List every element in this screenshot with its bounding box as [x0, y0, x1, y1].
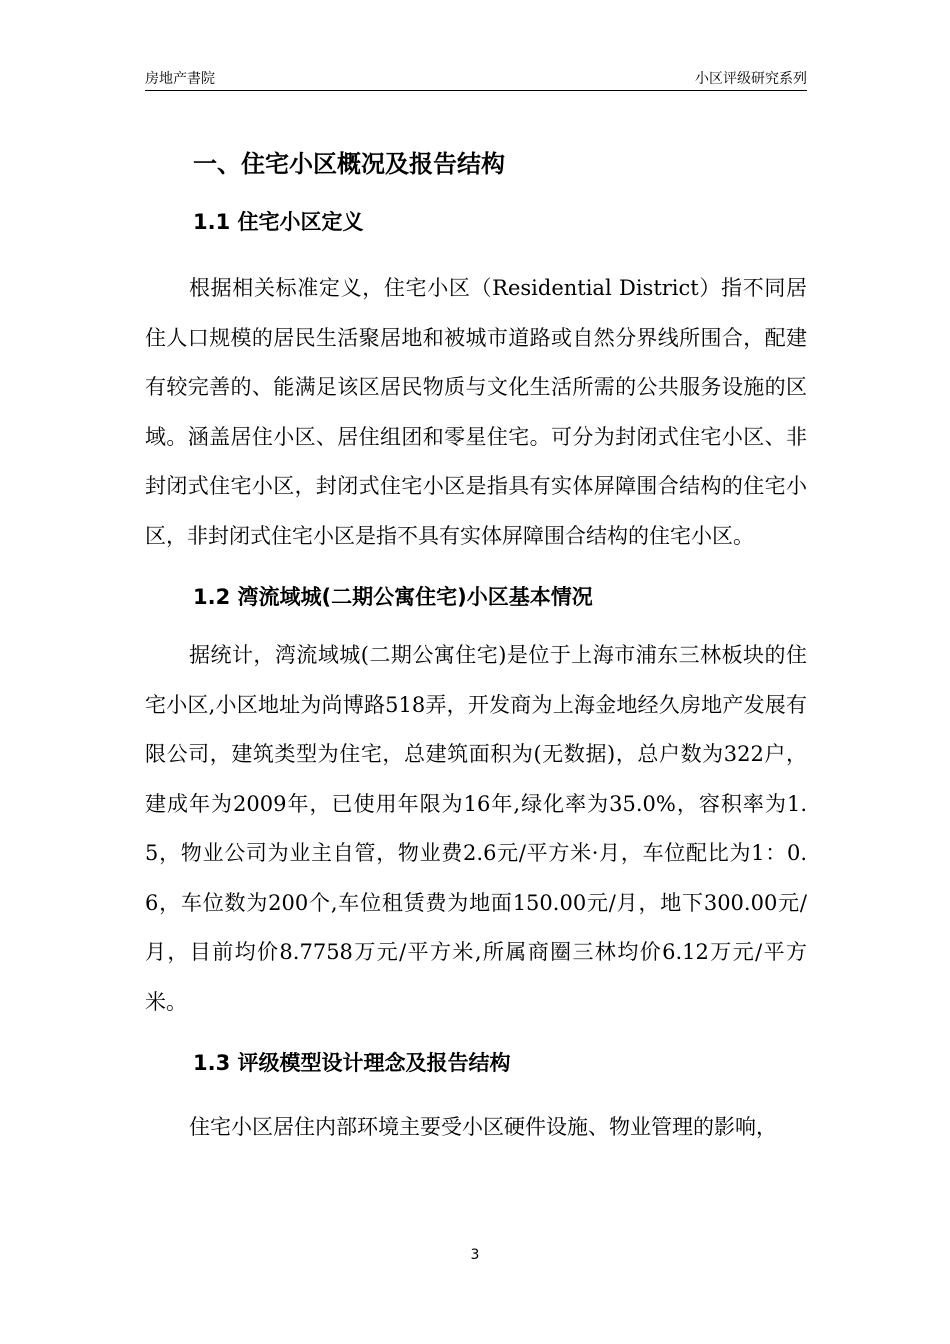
- subsection-heading-1-2: 1.2 湾流域城(二期公寓住宅)小区基本情况: [193, 585, 593, 609]
- header-series-title: 小区评级研究系列: [695, 71, 807, 87]
- document-body: [145, 140, 807, 1153]
- section-heading: 一、住宅小区概况及报告结构: [193, 150, 505, 178]
- paragraph-model-design: 住宅小区居住内部环境主要受小区硬件设施、物业管理的影响，: [189, 1115, 777, 1139]
- page-number: 3: [470, 1247, 480, 1263]
- subsection-heading-1-1: 1.1 住宅小区定义: [193, 210, 364, 234]
- paragraph-definition: 根据相关标准定义，住宅小区（Residential District）指不同居住人口规模的居民生活聚居地和被城市道路或自然分界线所围合，配建有较完善的、能满足该区居民物质与文化生活所需的公共服务设施的区域。涵盖居住小区、居住组团和零星住宅。可分为封闭式住宅小区、非封闭式住宅小区，封闭式住宅小区是指具有实体屏障围合结构的住宅小区，非封闭式住宅小区是指不具有实体屏障围合结构的住宅小区。: [145, 276, 807, 548]
- header-publisher: 房地产書院: [145, 71, 215, 87]
- subsection-heading-1-3: 1.3 评级模型设计理念及报告结构: [193, 1051, 511, 1075]
- paragraph-basic-info: 据统计，湾流域城(二期公寓住宅)是位于上海市浦东三林板块的住宅小区,小区地址为尚博路518弄，开发商为上海金地经久房地产发展有限公司，建筑类型为住宅，总建筑面积为(无数据)，总户数为322户，建成年为2009年，已使用年限为16年,绿化率为35.0%，容积率为1.5，物业公司为业主自管，物业费2.6元/平方米·月，车位配比为1：0.6，车位数为200个,车位租赁费为地面150.00元/月，地下300.00元/月，目前均价8.7758万元/平方米,所属商圈三林均价6.12万元/平方米。: [145, 643, 807, 1014]
- page-header: [145, 64, 807, 91]
